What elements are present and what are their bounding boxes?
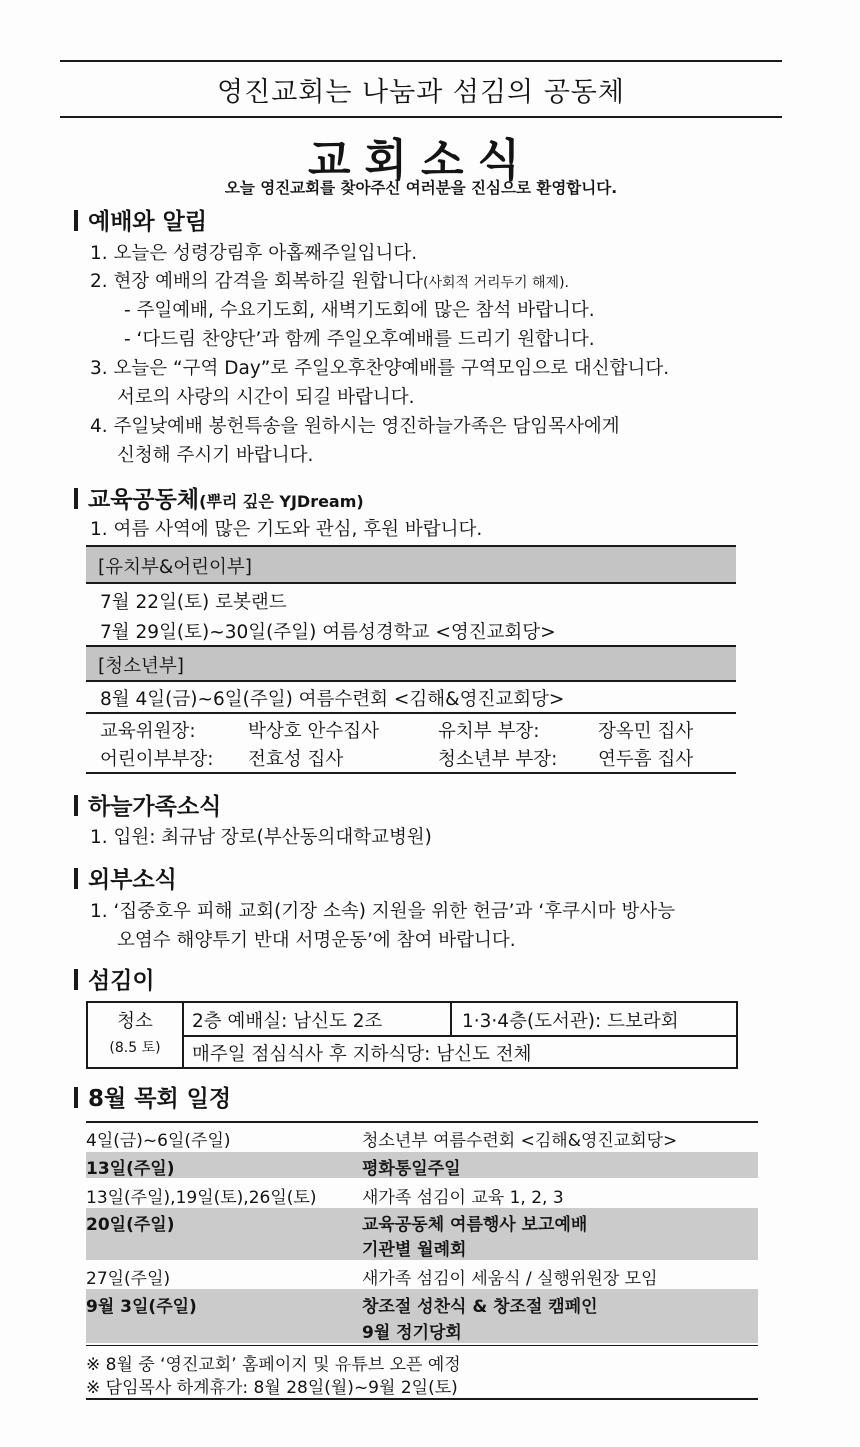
- heading-bar: [74, 868, 78, 889]
- worship-item-4-cont: 신청해 주시기 바랍니다.: [117, 445, 314, 466]
- schedule-bottom-rule: [86, 1345, 758, 1346]
- schedule-event: 새가족 섬김이 세움식 / 실행위원장 모임: [362, 1269, 658, 1289]
- worship-item-3: 3. 오늘은 “구역 Day”로 주일오후찬양예배를 구역모임으로 대신합니다.: [90, 358, 670, 379]
- schedule-event-cont: 9월 정기당회: [362, 1323, 462, 1343]
- staff-role: 청소년부 부장:: [438, 749, 558, 770]
- schedule-top-rule: [86, 1121, 758, 1123]
- heading-bar: [74, 488, 78, 509]
- schedule-event: 새가족 섬김이 교육 1, 2, 3: [362, 1188, 564, 1208]
- external-item-1: 1. ‘집중호우 피해 교회(기장 소속) 지원을 위한 헌금’과 ‘후쿠시마 방사능: [90, 901, 676, 922]
- service-row-1-right: 1·3·4층(도서관): 드보라회: [462, 1011, 679, 1032]
- table-divider: [450, 1003, 452, 1035]
- group-label-youth: [청소년부]: [98, 656, 184, 677]
- heading-text: 섬김이: [88, 968, 155, 994]
- schedule-event: 교육공동체 여름행사 보고예배: [362, 1215, 588, 1235]
- service-date: (8.5 토): [109, 1040, 161, 1056]
- staff-role: 어린이부부장:: [100, 749, 214, 770]
- section-heading-service: [74, 962, 155, 995]
- heading-text: 8월 목회 일정: [88, 1086, 232, 1112]
- worship-item-1: 1. 오늘은 성령강림후 아홉째주일입니다.: [90, 243, 418, 264]
- motto-rule: [60, 116, 782, 118]
- heading-subtext: (뿌리 깊은 YJDream): [199, 492, 364, 511]
- staff-role: 유치부 부장:: [438, 721, 540, 742]
- schedule-event: 창조절 성찬식 & 창조절 캠페인: [362, 1297, 598, 1317]
- section-heading-worship: [74, 203, 207, 236]
- church-motto: 영진교회는 나눔과 섬김의 공동체: [217, 77, 625, 108]
- heading-text: 외부소식: [88, 867, 177, 893]
- heading-text: 교육공동체: [88, 487, 200, 513]
- staff-name: 박상호 안수집사: [248, 721, 379, 742]
- schedule-date: 13일(주일),19일(토),26일(토): [86, 1188, 317, 1208]
- schedule-event: 청소년부 여름수련회 <김해&영진교회당>: [362, 1131, 678, 1151]
- group-rule: [86, 545, 736, 547]
- family-item-1: 1. 입원: 최규남 장로(부산동의대학교병원): [90, 827, 432, 848]
- group-rule: [86, 582, 736, 584]
- service-table: [86, 1001, 738, 1069]
- heading-bar: [74, 1087, 78, 1108]
- schedule-event: 평화통일주일: [362, 1159, 461, 1179]
- group-youth-line-1: 8월 4일(금)~6일(주일) 여름수련회 <김해&영진교회당>: [100, 689, 565, 710]
- education-item-1: 1. 여름 사역에 많은 기도와 관심, 후원 바랍니다.: [90, 519, 483, 540]
- schedule-note-2: ※ 담임목사 하계휴가: 8월 28일(월)~9월 2일(토): [86, 1378, 458, 1398]
- worship-item-3-cont: 서로의 사랑의 시간이 되길 바랍니다.: [117, 387, 415, 408]
- service-label: 청소: [117, 1011, 153, 1032]
- schedule-note-1: ※ 8월 중 ‘영진교회’ 홈페이지 및 유튜브 오픈 예정: [86, 1355, 461, 1375]
- page-title: 교회소식: [307, 135, 534, 186]
- heading-bar: [74, 210, 78, 231]
- section-heading-schedule: [74, 1080, 231, 1113]
- heading-text: 예배와 알림: [88, 209, 208, 235]
- service-row-2: 매주일 점심식사 후 지하식당: 남신도 전체: [192, 1044, 532, 1065]
- heading-bar: [74, 795, 78, 816]
- staff-name: 장옥민 집사: [598, 721, 694, 742]
- external-item-1-cont: 오염수 해양투기 반대 서명운동’에 참여 바랍니다.: [117, 930, 516, 951]
- heading-text: 하늘가족소식: [88, 794, 222, 820]
- worship-item-2-sub-1: - 주일예배, 수요기도회, 새벽기도회에 많은 참석 바랍니다.: [124, 300, 595, 321]
- worship-item-2-note: (사회적 거리두기 해제).: [423, 275, 569, 291]
- staff-rule: [86, 772, 736, 774]
- group-label-kids: [유치부&어린이부]: [98, 557, 252, 578]
- welcome-message: 오늘 영진교회를 찾아주신 여러분을 진심으로 환영합니다.: [224, 179, 618, 197]
- staff-name: 전효성 집사: [248, 749, 344, 770]
- schedule-date: 9월 3일(주일): [86, 1297, 197, 1317]
- staff-role: 교육위원장:: [100, 721, 196, 742]
- worship-item-2: [90, 267, 569, 293]
- group-kids-line-2: 7월 29일(토)~30일(주일) 여름성경학교 <영진교회당>: [100, 622, 556, 643]
- heading-bar: [74, 969, 78, 990]
- service-row-1-left: 2층 예배실: 남신도 2조: [192, 1011, 383, 1032]
- table-divider: [184, 1035, 736, 1037]
- page-bottom-rule: [86, 1398, 758, 1400]
- schedule-date: 27일(주일): [86, 1269, 171, 1289]
- group-rule: [86, 680, 736, 682]
- schedule-date: 4일(금)~6일(주일): [86, 1131, 231, 1151]
- schedule-date: 13일(주일): [86, 1159, 175, 1179]
- section-heading-family: [74, 788, 221, 821]
- top-rule: [60, 60, 782, 62]
- staff-rule: [86, 712, 736, 714]
- worship-item-4: 4. 주일낮예배 봉헌특송을 원하시는 영진하늘가족은 담임목사에게: [90, 416, 620, 437]
- worship-item-2-sub-2: - ‘다드림 찬양단’과 함께 주일오후예배를 드리기 원합니다.: [124, 329, 595, 350]
- section-heading-education: [74, 481, 364, 514]
- staff-name: 연두흠 집사: [598, 749, 694, 770]
- schedule-date: 20일(주일): [86, 1215, 175, 1235]
- worship-item-2-text: 2. 현장 예배의 감격을 회복하길 원합니다: [90, 271, 423, 292]
- section-heading-external: [74, 861, 177, 894]
- schedule-event-cont: 기관별 월례회: [362, 1240, 467, 1260]
- group-kids-line-1: 7월 22일(토) 로봇랜드: [100, 592, 287, 613]
